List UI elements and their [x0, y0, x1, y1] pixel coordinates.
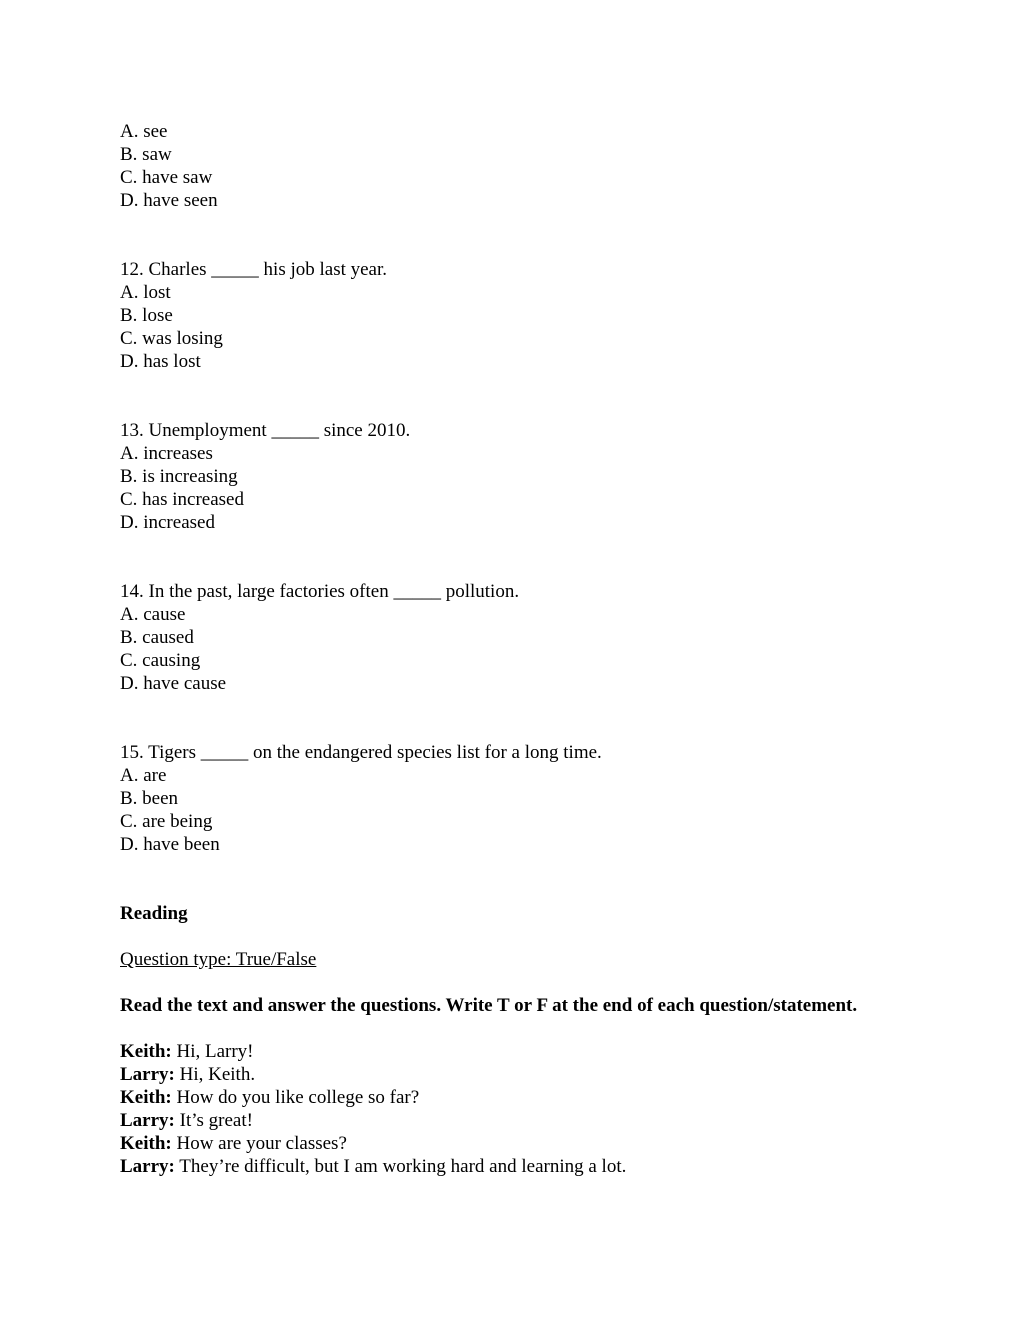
dialogue-text: It’s great!	[174, 1110, 253, 1131]
dialogue-text: Hi, Keith.	[174, 1064, 256, 1085]
dialogue	[120, 1040, 940, 1178]
reading-heading: Reading	[120, 903, 188, 924]
speaker-name: Larry:	[120, 1110, 175, 1131]
speaker-name: Keith:	[120, 1133, 172, 1154]
option-a: A. are	[120, 765, 167, 786]
speaker-name: Larry:	[120, 1064, 175, 1085]
speaker-name: Keith:	[120, 1087, 172, 1108]
option-a: A. increases	[120, 443, 213, 464]
option-a: A. see	[120, 121, 168, 142]
question-13	[120, 419, 940, 534]
dialogue-text: They’re difficult, but I am working hard and learning a lot.	[174, 1156, 627, 1177]
option-b: B. been	[120, 788, 179, 809]
option-d: D. have seen	[120, 190, 218, 211]
option-c: C. has increased	[120, 489, 244, 510]
option-c: C. have saw	[120, 167, 213, 188]
option-c: C. are being	[120, 811, 213, 832]
option-a: A. lost	[120, 282, 171, 303]
speaker-name: Keith:	[120, 1041, 172, 1062]
question-stem: 15. Tigers _____ on the endangered species list for a long time.	[120, 742, 602, 763]
question-15	[120, 741, 940, 856]
question-11-options	[120, 120, 940, 212]
dialogue-line	[120, 1155, 940, 1178]
document-page	[120, 120, 940, 1178]
speaker-name: Larry:	[120, 1156, 175, 1177]
dialogue-text: Hi, Larry!	[171, 1041, 254, 1062]
reading-instruction: Read the text and answer the questions. Write T or F at the end of each question/statement.	[120, 995, 858, 1016]
dialogue-line	[120, 1086, 940, 1109]
question-12	[120, 258, 940, 373]
dialogue-text: How are your classes?	[171, 1133, 347, 1154]
question-type-label: Question type: True/False	[120, 949, 317, 970]
option-b: B. lose	[120, 305, 173, 326]
dialogue-line	[120, 1109, 940, 1132]
option-b: B. caused	[120, 627, 194, 648]
question-stem: 14. In the past, large factories often _____ pollution.	[120, 581, 520, 602]
option-d: D. increased	[120, 512, 215, 533]
option-b: B. is increasing	[120, 466, 238, 487]
option-c: C. was losing	[120, 328, 223, 349]
option-c: C. causing	[120, 650, 201, 671]
question-14	[120, 580, 940, 695]
question-stem: 13. Unemployment _____ since 2010.	[120, 420, 411, 441]
dialogue-text: How do you like college so far?	[171, 1087, 420, 1108]
dialogue-line	[120, 1040, 940, 1063]
option-d: D. have cause	[120, 673, 227, 694]
option-d: D. have been	[120, 834, 220, 855]
option-d: D. has lost	[120, 351, 201, 372]
dialogue-line	[120, 1132, 940, 1155]
question-stem: 12. Charles _____ his job last year.	[120, 259, 388, 280]
option-a: A. cause	[120, 604, 186, 625]
option-b: B. saw	[120, 144, 172, 165]
dialogue-line	[120, 1063, 940, 1086]
